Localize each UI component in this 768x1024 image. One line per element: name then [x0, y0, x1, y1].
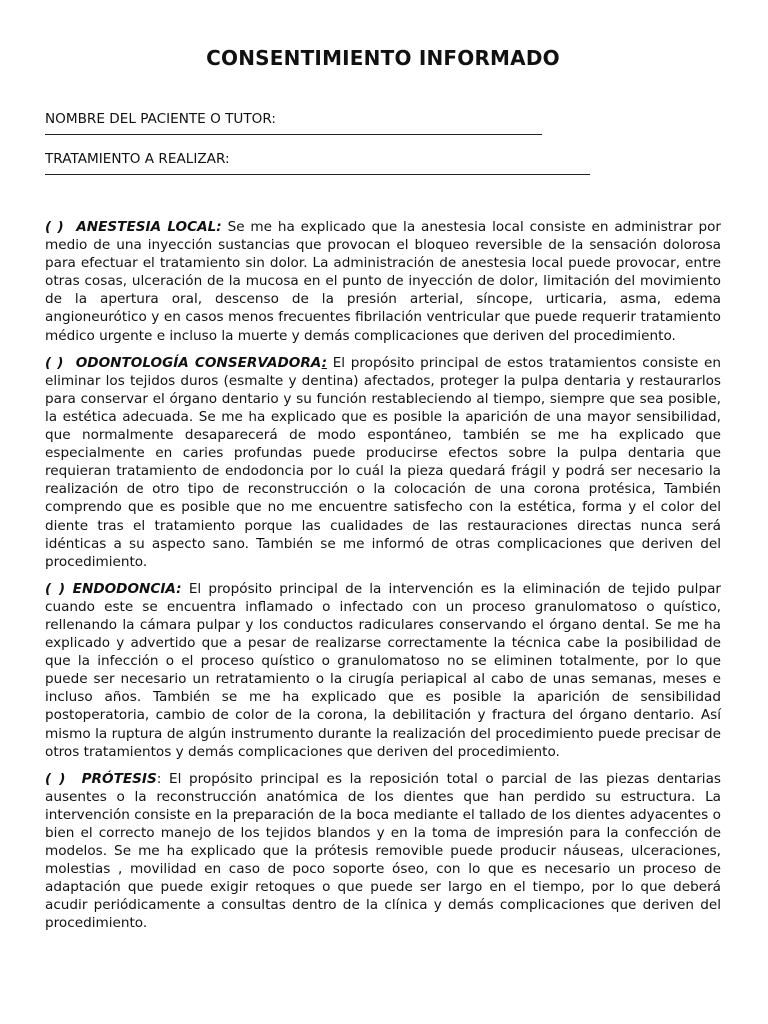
section-anestesia-local — [45, 218, 721, 345]
section-body: Se me ha explicado que la anestesia local consiste en administrar por medio de una inyección sustancias que provocan el bloqueo reversible de la sensación dolorosa para efectuar el tratamiento sin dolor. La administración de anestesia local puede provocar, entre otras cosas, ulceración de la mucosa en el punto de inyección de dolor, limitación del movimiento de la apertura oral, descenso de la presión arterial, síncope, urticaria, asma, edema angioneurótico y en casos menos frecuentes fibrilación ventricular que puede requerir tratamiento médico urgente e incluso la muerte y demás complicaciones que deriven del procedimiento. — [45, 219, 722, 344]
section-checkbox[interactable]: ( ) — [45, 770, 66, 787]
section-heading — [45, 355, 327, 371]
section-checkbox[interactable]: ( ) — [45, 219, 64, 235]
section-odontologia-conservadora — [45, 354, 721, 571]
patient-name-label: NOMBRE DEL PACIENTE O TUTOR: — [45, 111, 276, 127]
section-protesis — [45, 770, 721, 933]
treatment-label: TRATAMIENTO A REALIZAR: — [45, 151, 230, 167]
section-heading — [45, 771, 157, 787]
section-heading — [45, 581, 182, 597]
patient-name-blank-line[interactable] — [45, 133, 542, 135]
treatment-blank-line[interactable] — [45, 173, 590, 175]
section-heading-colon: : — [321, 354, 327, 371]
section-body: El propósito principal de estos tratamientos consiste en eliminar los tejidos duros (esmalte y dentina) afectados, proteger la pulpa dentaria y restaurarlos para conservar el órgano dentario y su función restableciendo al tiempo, siempre que sea posible, la estética adecuada. Se me ha explicado que es posible la aparición de una mayor sensibilidad, que normalmente desaparecerá de modo espontáneo, también se me ha explicado que especialmente en caries profundas puede producirse efectos sobre la pulpa dentaria que requieran tratamiento de endodoncia por lo cuál la pieza quedará frágil y podrá ser necesario la realización de otro tipo de reconstrucción o la colocación de una corona protésica, También comprendo que es posible que no me encuentre satisfecho con la estética, forma y el color del diente tras el tratamiento porque las cualidades de las restauraciones directas nunca será idénticas a su aspecto sano. También se me informó de otras complicaciones que deriven del procedimiento. — [45, 354, 721, 570]
section-body: El propósito principal de la intervención es la eliminación de tejido pulpar cuando este se encuentra inflamado o infectado con un proceso granulomatoso o quístico, rellenando la cámara pulpar y los conductos radiculares conservando el órgano dental. Se me ha explicado y advertido que a pesar de realizarse correctamente la técnica cabe la posibilidad de que la infección o el proceso quístico o granulomatoso no se eliminen totalmente, por lo que puede ser necesario un retratamiento o la cirugía periapical al cabo de unas semanas, meses e incluso años. También se me ha explicado que es posible la aparición de sensibilidad postoperatoria, cambio de color de la corona, la debilitación y fractura del órgano dentario. Así mismo la ruptura de algún instrumento durante la realización del procedimiento puede precisar de otros tratamientos y demás complicaciones que deriven del procedimiento. — [45, 580, 721, 760]
section-heading-text: ANESTESIA LOCAL: — [76, 219, 222, 235]
section-heading — [45, 219, 222, 235]
section-heading-text: ENDODONCIA: — [72, 580, 182, 597]
treatment-field — [45, 150, 721, 175]
section-checkbox[interactable]: ( ) — [45, 580, 66, 597]
document-title: CONSENTIMIENTO INFORMADO — [206, 46, 560, 70]
consent-sections — [45, 218, 721, 933]
section-endodoncia — [45, 580, 721, 761]
section-checkbox[interactable]: ( ) — [45, 354, 64, 371]
patient-name-field — [45, 110, 721, 135]
section-body: : El propósito principal es la reposición total o parcial de las piezas dentarias ausentes o la reconstrucción anatómica de los dientes que han perdido su estructura. La intervención consiste en la preparación de la boca mediante el tallado de los dientes adyacentes o bien el correcto manejo de los tejidos blandos y en la toma de impresión para la confección de modelos. Se me ha explicado que la prótesis removible puede producir náuseas, ulceraciones, molestias , movilidad en caso de poco soporte óseo, con lo que es necesario un proceso de adaptación que puede exigir retoques o que puede ser largo en el tiempo, por lo que deberá acudir periódicamente a consultas dentro de la clínica y demás complicaciones que deriven del procedimiento. — [45, 770, 721, 932]
section-heading-text: ODONTOLOGÍA CONSERVADORA — [75, 354, 322, 371]
section-heading-text: PRÓTESIS — [81, 770, 157, 787]
